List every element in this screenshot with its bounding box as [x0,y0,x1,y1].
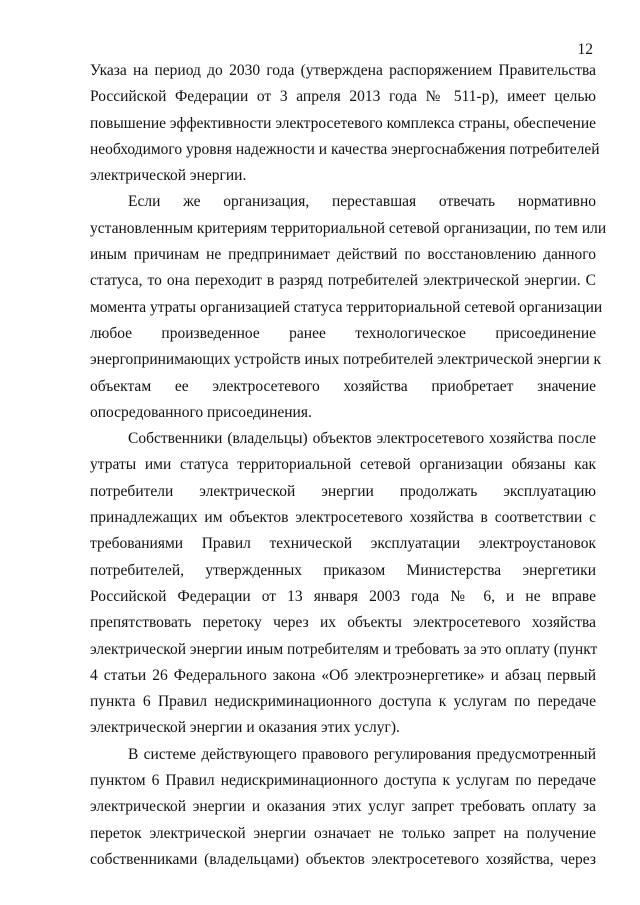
text-line: Если же организация, переставшая отвечать нормативно [128,193,596,211]
text-line: электрической энергии и оказания этих услуг). [90,719,400,737]
text-line: объектам ее электросетевого хозяйства приобретает значение [90,377,596,395]
text-line: электрической энергии иным потребителям и требовать за это оплату (пункт [90,640,598,658]
text-line: препятствовать перетоку через их объекты электросетевого хозяйства [90,614,596,632]
text-line: иным причинам не предпринимает действий по восстановлению данного [90,246,596,264]
text-line: требованиями Правил технической эксплуатации электроустановок [90,535,596,553]
paragraph-4 [90,742,596,873]
text-line: В системе действующего правового регулирования предусмотренный [128,745,596,763]
text-line: необходимого уровня надежности и качества энергоснабжения потребителей [90,140,600,158]
text-line: статуса, то она переходит в разряд потребителей электрической энергии. С [90,272,596,290]
text-line: любое произведенное ранее технологическое присоединение [90,324,596,342]
text-line: электрической энергии. [90,167,247,185]
text-line: потребители электрической энергии продолжать эксплуатацию [90,482,596,500]
text-line: установленным критериям территориальной сетевой организации, по тем или [90,219,607,237]
text-line: Российской Федерации от 3 апреля 2013 года № 511-р), имеет целью [90,88,596,106]
text-line: пунктом 6 Правил недискриминационного доступа к услугам по передаче [90,772,596,790]
text-line: утраты ими статуса территориальной сетевой организации обязаны как [90,456,596,474]
text-line: принадлежащих им объектов электросетевого хозяйства в соответствии с [90,509,596,527]
paragraph-1 [90,58,600,189]
text-line: электрической энергии и оказания этих услуг запрет требовать оплату за [90,798,596,816]
text-line: 4 статьи 26 Федерального закона «Об электроэнергетике» и абзац первый [90,666,596,684]
text-line: энергопринимающих устройств иных потребителей электрической энергии к [90,351,602,369]
paragraph-3 [90,426,596,742]
text-line: Российской Федерации от 13 января 2003 года № 6, и не вправе [90,587,596,605]
page-number: 12 [577,41,593,58]
paragraph-2 [90,189,607,426]
document-body [90,58,607,873]
text-line: переток электрической энергии означает не только запрет на получение [90,824,596,842]
text-line: Собственники (владельцы) объектов электросетевого хозяйства после [128,430,596,448]
text-line: опосредованного присоединения. [90,403,312,421]
text-line: повышение эффективности электросетевого комплекса страны, обеспечение [90,114,596,132]
text-line: момента утраты организацией статуса территориальной сетевой организации [90,298,603,316]
text-line: потребителей, утвержденных приказом Министерства энергетики [90,561,596,579]
text-line: собственниками (владельцами) объектов электросетевого хозяйства, через [90,850,596,868]
text-line: пункта 6 Правил недискриминационного доступа к услугам по передаче [90,693,596,711]
text-line: Указа на период до 2030 года (утверждена распоряжением Правительства [90,62,596,79]
